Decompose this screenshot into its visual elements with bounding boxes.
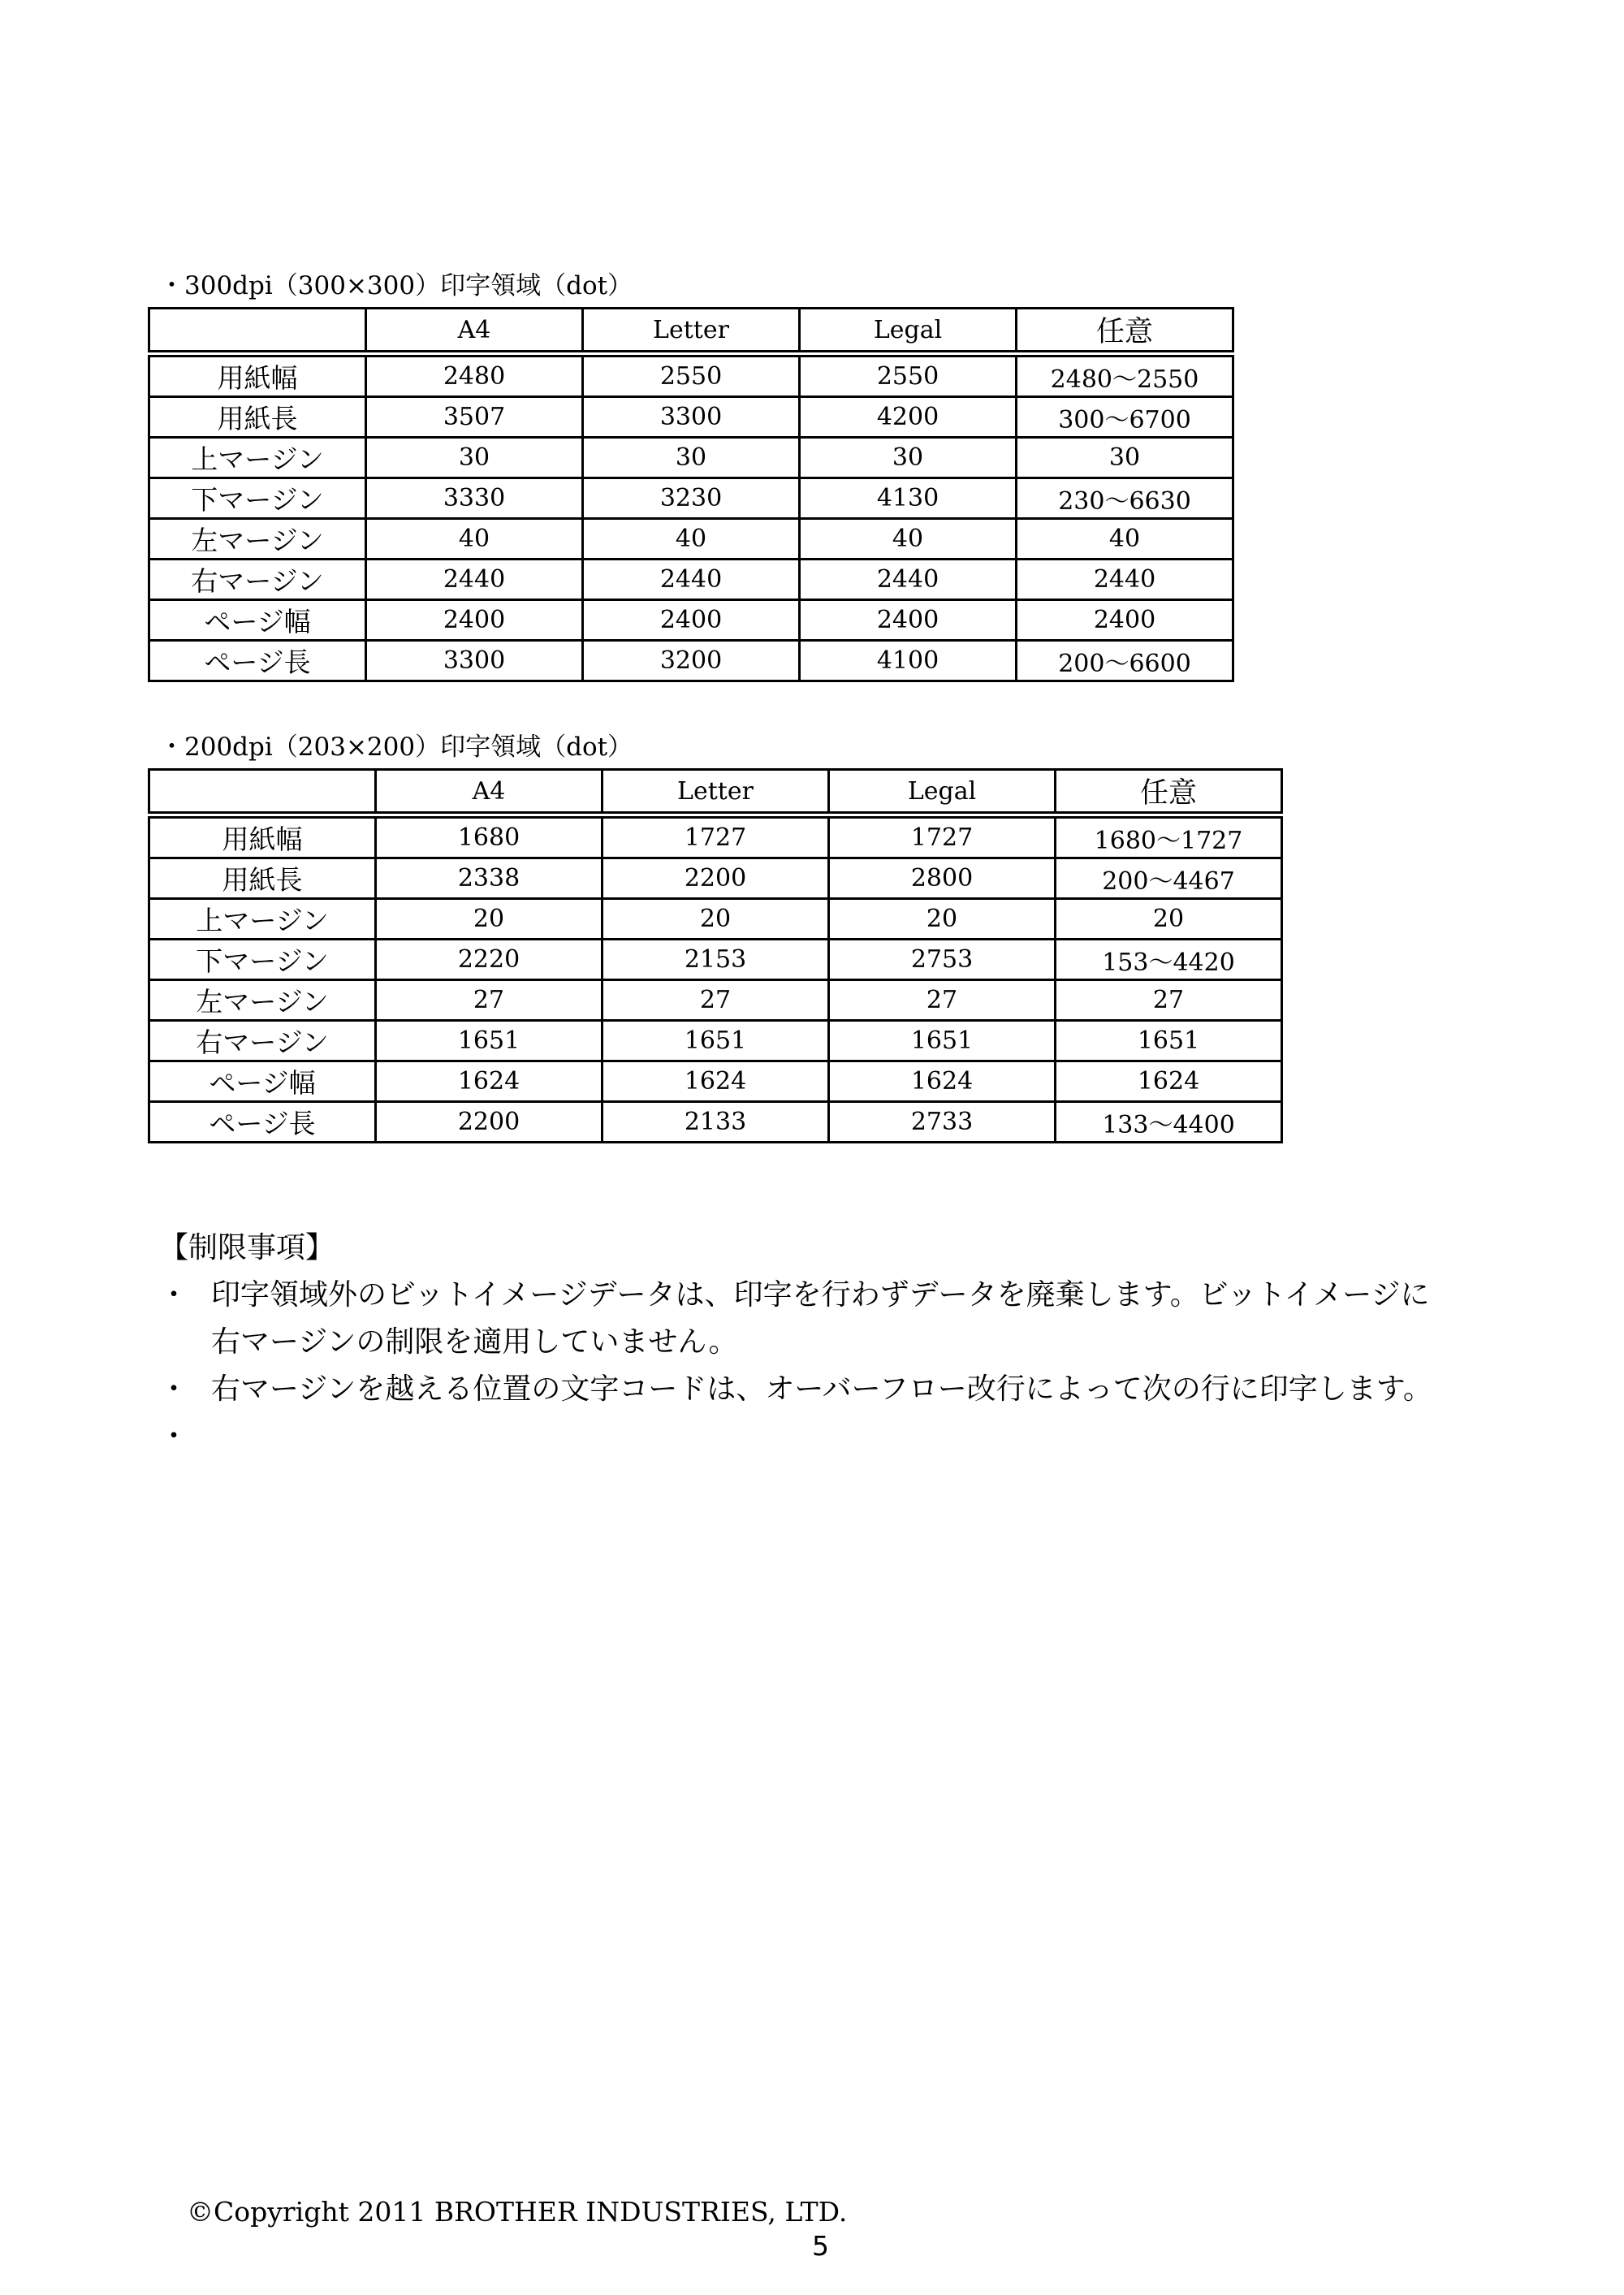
caption-jp: 印字領域: [440, 271, 542, 300]
table-cell: 2480: [366, 354, 583, 397]
table-cell: 2200: [376, 1102, 603, 1143]
header-cell: A4: [366, 309, 583, 354]
table-cell: 3330: [366, 478, 583, 519]
note-text-continued: 右マージンの制限を適用していません。: [211, 1325, 738, 1359]
list-item: [159, 1413, 1499, 1460]
table-cell: 1651: [1056, 1021, 1282, 1061]
table-cell: 27: [603, 980, 829, 1021]
table-cell: 30: [366, 438, 583, 478]
row-label-cell: 用紙長: [149, 397, 366, 438]
table-row: [149, 858, 1282, 899]
list-item: [159, 1366, 1499, 1413]
table-cell: 2480〜2550: [1017, 354, 1233, 397]
table-cell: 27: [376, 980, 603, 1021]
table-cell: 1624: [376, 1061, 603, 1102]
table-cell: 1727: [829, 815, 1056, 858]
table-row: [149, 899, 1282, 940]
header-cell: A4: [376, 770, 603, 815]
table-cell: 30: [800, 438, 1017, 478]
table-cell: 133〜4400: [1056, 1102, 1282, 1143]
table-cell: 2440: [1017, 560, 1233, 600]
table-cell: 3300: [583, 397, 800, 438]
bullet: ・: [159, 1420, 189, 1453]
table-cell: 2440: [583, 560, 800, 600]
table-row: [149, 519, 1233, 560]
table-cell: 2550: [800, 354, 1017, 397]
table-cell: 20: [829, 899, 1056, 940]
table-body: [149, 815, 1282, 1143]
table-cell: 300〜6700: [1017, 397, 1233, 438]
row-label-cell: 上マージン: [149, 899, 376, 940]
row-label-cell: 左マージン: [149, 519, 366, 560]
bullet: ・: [159, 1372, 189, 1406]
header-cell: 任意: [1056, 770, 1282, 815]
row-label-cell: 下マージン: [149, 940, 376, 980]
copyright-notice: ©Copyright 2011 BROTHER INDUSTRIES, LTD.: [187, 2196, 848, 2228]
table-cell: 1727: [603, 815, 829, 858]
table-row: [149, 980, 1282, 1021]
table-cell: 3507: [366, 397, 583, 438]
bullet: ・: [159, 1278, 189, 1312]
restrictions-heading: 【制限事項】: [159, 1231, 335, 1264]
row-label-cell: ページ長: [149, 641, 366, 681]
note-text: [211, 1413, 1499, 1460]
print-area-table-300dpi: [148, 307, 1234, 682]
table-row: [149, 815, 1282, 858]
table-row: [149, 641, 1233, 681]
row-label-cell: ページ幅: [149, 1061, 376, 1102]
table-cell: 1680〜1727: [1056, 815, 1282, 858]
table-cell: 4200: [800, 397, 1017, 438]
table-row: [149, 1061, 1282, 1102]
table-cell: 2400: [583, 600, 800, 641]
page-number: 5: [812, 2230, 829, 2262]
table-cell: 1680: [376, 815, 603, 858]
table-cell: 40: [1017, 519, 1233, 560]
table-row: [149, 560, 1233, 600]
table-row: [149, 478, 1233, 519]
caption-prefix: ・300dpi（300×300）: [159, 271, 441, 300]
header-cell: [149, 770, 376, 815]
row-label-cell: 用紙幅: [149, 354, 366, 397]
table-cell: 153〜4420: [1056, 940, 1282, 980]
row-label-cell: ページ幅: [149, 600, 366, 641]
table-cell: 1651: [603, 1021, 829, 1061]
table-cell: 1624: [603, 1061, 829, 1102]
table-row: [149, 1021, 1282, 1061]
table-row: [149, 354, 1233, 397]
table-cell: 2440: [366, 560, 583, 600]
table-cell: 40: [366, 519, 583, 560]
table-cell: 27: [829, 980, 1056, 1021]
table-cell: 4130: [800, 478, 1017, 519]
table-cell: 200〜4467: [1056, 858, 1282, 899]
header-cell: Letter: [603, 770, 829, 815]
table-cell: 2550: [583, 354, 800, 397]
table-row: [149, 397, 1233, 438]
row-label-cell: ページ長: [149, 1102, 376, 1143]
table-cell: 20: [603, 899, 829, 940]
table-header-row: [149, 309, 1233, 354]
list-item: [159, 1272, 1499, 1319]
table-cell: 3300: [366, 641, 583, 681]
table-cell: 20: [1056, 899, 1282, 940]
row-label-cell: 用紙長: [149, 858, 376, 899]
table-cell: 2400: [800, 600, 1017, 641]
caption-suffix: （dot）: [541, 733, 633, 762]
table-cell: 230〜6630: [1017, 478, 1233, 519]
note-text: 印字領域外のビットイメージデータは、印字を行わずデータを廃棄します。ビットイメージに: [211, 1278, 1430, 1312]
table-cell: 2338: [376, 858, 603, 899]
table-body: [149, 354, 1233, 681]
table-header-row: [149, 770, 1282, 815]
table-row: [149, 940, 1282, 980]
table-300dpi-caption: [159, 270, 633, 302]
table-cell: 1651: [376, 1021, 603, 1061]
table-cell: 2440: [800, 560, 1017, 600]
table-cell: 2200: [603, 858, 829, 899]
table-row: [149, 438, 1233, 478]
table-cell: 40: [583, 519, 800, 560]
table-cell: 1624: [1056, 1061, 1282, 1102]
table-row: [149, 1102, 1282, 1143]
row-label-cell: 右マージン: [149, 560, 366, 600]
table-cell: 2220: [376, 940, 603, 980]
header-cell: 任意: [1017, 309, 1233, 354]
header-cell: Legal: [829, 770, 1056, 815]
row-label-cell: 用紙幅: [149, 815, 376, 858]
print-area-table-200dpi: [148, 768, 1283, 1143]
table-cell: 1624: [829, 1061, 1056, 1102]
table-cell: 1651: [829, 1021, 1056, 1061]
table-200dpi-caption: [159, 731, 633, 763]
header-cell: Letter: [583, 309, 800, 354]
table-cell: 2400: [366, 600, 583, 641]
table-cell: 4100: [800, 641, 1017, 681]
table-row: [149, 600, 1233, 641]
table-cell: 3230: [583, 478, 800, 519]
header-cell: [149, 309, 366, 354]
table-cell: 2153: [603, 940, 829, 980]
table-cell: 2800: [829, 858, 1056, 899]
row-label-cell: 上マージン: [149, 438, 366, 478]
caption-suffix: （dot）: [541, 271, 633, 300]
table-cell: 2753: [829, 940, 1056, 980]
table-cell: 2733: [829, 1102, 1056, 1143]
row-label-cell: 右マージン: [149, 1021, 376, 1061]
caption-jp: 印字領域: [440, 733, 542, 762]
table-cell: 2400: [1017, 600, 1233, 641]
table-cell: 20: [376, 899, 603, 940]
table-cell: 200〜6600: [1017, 641, 1233, 681]
caption-prefix: ・200dpi（203×200）: [159, 733, 441, 762]
table-cell: 2133: [603, 1102, 829, 1143]
row-label-cell: 左マージン: [149, 980, 376, 1021]
note-text: 右マージンを越える位置の文字コードは、オーバーフロー改行によって次の行に印字します。: [211, 1372, 1432, 1406]
table-cell: 40: [800, 519, 1017, 560]
table-cell: 30: [1017, 438, 1233, 478]
table-cell: 30: [583, 438, 800, 478]
row-label-cell: 下マージン: [149, 478, 366, 519]
restrictions-section: [159, 1225, 1499, 1460]
header-cell: Legal: [800, 309, 1017, 354]
table-cell: 3200: [583, 641, 800, 681]
table-cell: 27: [1056, 980, 1282, 1021]
